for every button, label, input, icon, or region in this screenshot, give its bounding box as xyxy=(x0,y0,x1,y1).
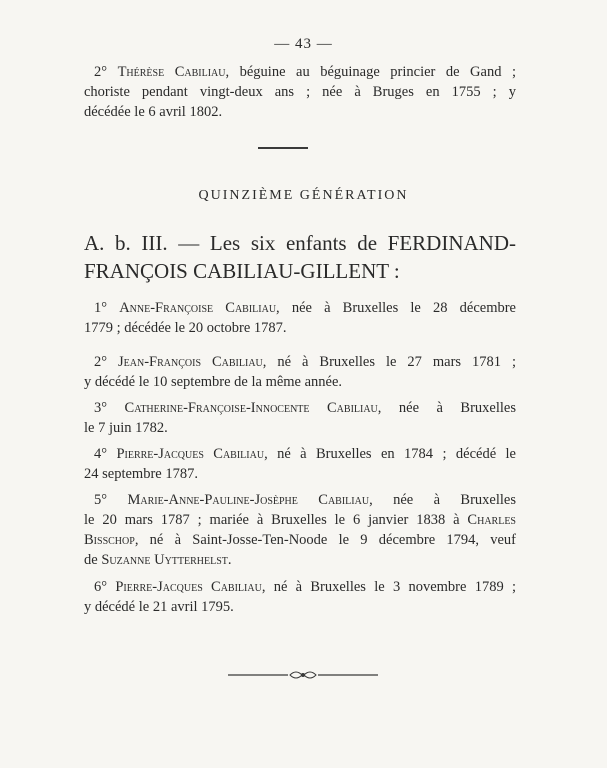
text-line xyxy=(84,577,516,597)
line-prefix: 1° xyxy=(94,300,120,316)
line-prefix: le 20 mars 1787 ; mariée à Bruxelles le 6 janvier 1838 à xyxy=(84,512,468,528)
line-suffix: , né à Saint-Josse-Ten-Noode le 9 décembre 1794, veuf xyxy=(134,532,516,548)
text-line: choriste pendant vingt-deux ans ; née à Bruges en 1755 ; y xyxy=(84,84,516,100)
line-suffix: , née à Bruxelles le 28 décembre xyxy=(276,300,516,316)
line-prefix: 6° xyxy=(94,579,116,595)
line-suffix: , née à Bruxelles xyxy=(377,400,516,416)
section-title-line-2: FRANÇOIS CABILIAU-GILLENT : xyxy=(84,259,400,283)
line-prefix: 5° xyxy=(94,492,128,508)
child-entry xyxy=(84,298,516,338)
text-line xyxy=(84,398,516,418)
text-line xyxy=(84,298,516,318)
text-line: le 7 juin 1782. xyxy=(84,420,168,436)
person-name: Suzanne Uytterhelst xyxy=(101,552,228,568)
fleuron-ornament-icon xyxy=(228,664,378,686)
line-suffix: , né à Bruxelles en 1784 ; décédé le xyxy=(264,446,516,462)
section-title-line-1: A. b. III. — Les six enfants de FERDINAND- xyxy=(84,231,516,255)
text-line: décédée le 6 avril 1802. xyxy=(84,104,223,120)
child-entry xyxy=(84,352,516,392)
generation-heading: QUINZIÈME GÉNÉRATION xyxy=(198,188,409,203)
text-line: 24 septembre 1787. xyxy=(84,466,198,482)
section-title xyxy=(84,229,516,285)
child-entry xyxy=(84,398,516,438)
person-name: Charles xyxy=(467,512,516,528)
line-suffix: , né à Bruxelles le 27 mars 1781 ; xyxy=(262,354,516,370)
person-name: Marie-Anne-Pauline-Josèphe Cabiliau xyxy=(127,492,370,508)
line-suffix: , né à Bruxelles le 3 novembre 1789 ; xyxy=(261,579,517,595)
person-name: Anne-Françoise Cabiliau xyxy=(119,300,277,316)
page-number: — 43 — xyxy=(274,36,333,52)
text-line xyxy=(84,530,516,550)
child-entry xyxy=(84,490,516,570)
entry-therese-cabiliau xyxy=(84,62,516,122)
person-name: Thérèse Cabiliau xyxy=(117,64,226,80)
line-prefix: 2° xyxy=(94,64,118,80)
line-prefix: 3° xyxy=(94,400,125,416)
text-line xyxy=(84,510,516,530)
line-prefix: 2° xyxy=(94,354,119,370)
text-line xyxy=(84,444,516,464)
line-suffix: , née à Bruxelles xyxy=(369,492,516,508)
child-entry xyxy=(84,577,516,617)
text-line xyxy=(84,352,516,372)
person-name: Pierre-Jacques Cabiliau xyxy=(116,446,265,462)
text-line: y décédé le 10 septembre de la même année. xyxy=(84,374,343,390)
section-divider-rule xyxy=(258,147,308,149)
text-line xyxy=(84,550,516,570)
text-line: y décédé le 21 avril 1795. xyxy=(84,599,234,615)
person-name: Catherine-Françoise-Innocente Cabiliau xyxy=(124,400,378,416)
line-suffix: . xyxy=(227,552,232,568)
line-prefix: de xyxy=(84,552,102,568)
text-line xyxy=(84,62,516,82)
line-suffix: , béguine au béguinage princier de Gand ; xyxy=(225,64,516,80)
text-line: 1779 ; décédée le 20 octobre 1787. xyxy=(84,320,287,336)
line-prefix: 4° xyxy=(94,446,117,462)
person-name: Pierre-Jacques Cabiliau xyxy=(115,579,262,595)
person-name: Jean-François Cabiliau xyxy=(118,354,263,370)
child-entry xyxy=(84,444,516,484)
text-line xyxy=(84,490,516,510)
person-name: Bisschop xyxy=(84,532,135,548)
